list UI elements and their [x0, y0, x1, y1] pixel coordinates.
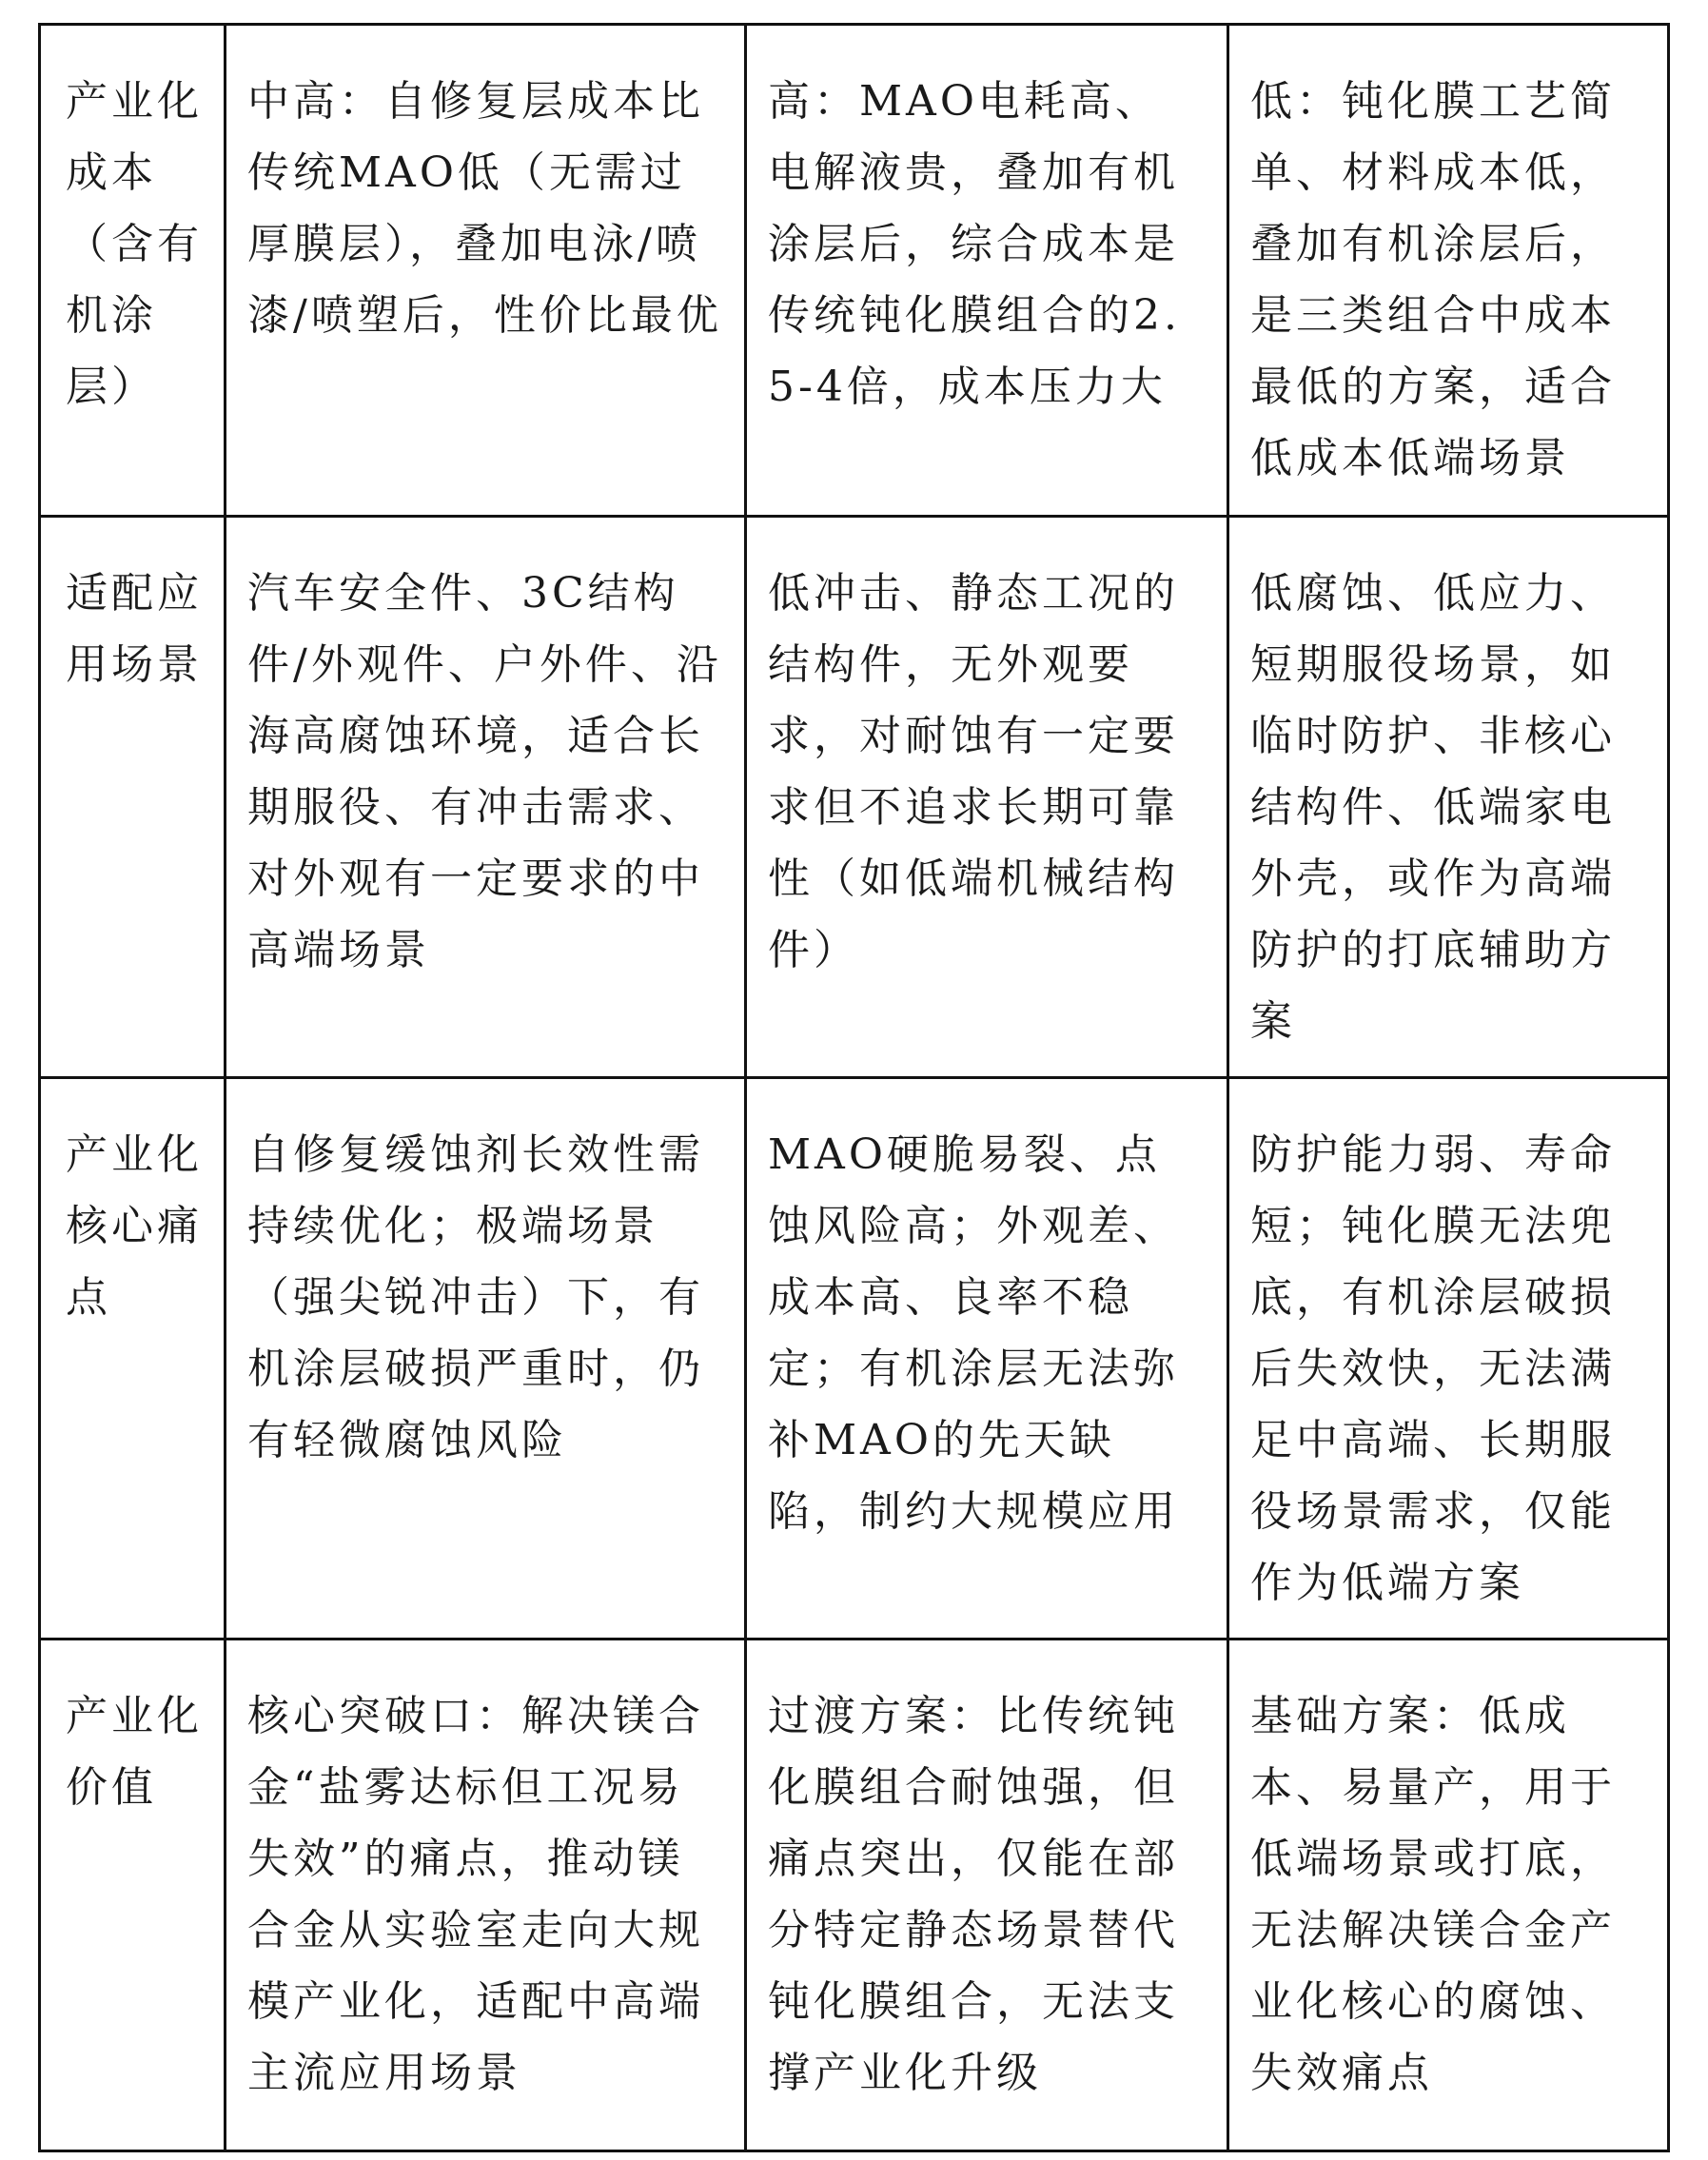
row-label-pain-points: 产业化核心痛点	[40, 1078, 226, 1640]
table-row	[40, 1640, 1669, 2151]
table-cell: 低：钝化膜工艺简单、材料成本低，叠加有机涂层后，是三类组合中成本最低的方案，适合低成本低端场景	[1228, 25, 1669, 517]
table-cell: 低冲击、静态工况的结构件，无外观要求，对耐蚀有一定要求但不追求长期可靠性（如低端机械结构件）	[746, 517, 1228, 1078]
table-row	[40, 517, 1669, 1078]
table-cell: 低腐蚀、低应力、短期服役场景，如临时防护、非核心结构件、低端家电外壳，或作为高端防护的打底辅助方案	[1228, 517, 1669, 1078]
table-cell: 自修复缓蚀剂长效性需持续优化；极端场景（强尖锐冲击）下，有机涂层破损严重时，仍有轻微腐蚀风险	[226, 1078, 746, 1640]
row-label-scenarios: 适配应用场景	[40, 517, 226, 1078]
table-cell: 基础方案：低成本、易量产，用于低端场景或打底，无法解决镁合金产业化核心的腐蚀、失效痛点	[1228, 1640, 1669, 2151]
table-cell: 核心突破口：解决镁合金“盐雾达标但工况易失效”的痛点，推动镁合金从实验室走向大规模产业化，适配中高端主流应用场景	[226, 1640, 746, 2151]
table-row	[40, 25, 1669, 517]
table-cell: 汽车安全件、3C结构件/外观件、户外件、沿海高腐蚀环境，适合长期服役、有冲击需求、对外观有一定要求的中高端场景	[226, 517, 746, 1078]
row-label-cost: 产业化成本（含有机涂层）	[40, 25, 226, 517]
table-cell: 防护能力弱、寿命短；钝化膜无法兜底，有机涂层破损后失效快，无法满足中高端、长期服役场景需求，仅能作为低端方案	[1228, 1078, 1669, 1640]
comparison-table	[38, 23, 1670, 2152]
table-cell: 高：MAO电耗高、电解液贵，叠加有机涂层后，综合成本是传统钝化膜组合的2.5-4倍，成本压力大	[746, 25, 1228, 517]
row-label-value: 产业化价值	[40, 1640, 226, 2151]
table-cell: 中高：自修复层成本比传统MAO低（无需过厚膜层），叠加电泳/喷漆/喷塑后，性价比最优	[226, 25, 746, 517]
table-cell: 过渡方案：比传统钝化膜组合耐蚀强，但痛点突出，仅能在部分特定静态场景替代钝化膜组合，无法支撑产业化升级	[746, 1640, 1228, 2151]
table-cell: MAO硬脆易裂、点蚀风险高；外观差、成本高、良率不稳定；有机涂层无法弥补MAO的先天缺陷，制约大规模应用	[746, 1078, 1228, 1640]
table-row	[40, 1078, 1669, 1640]
